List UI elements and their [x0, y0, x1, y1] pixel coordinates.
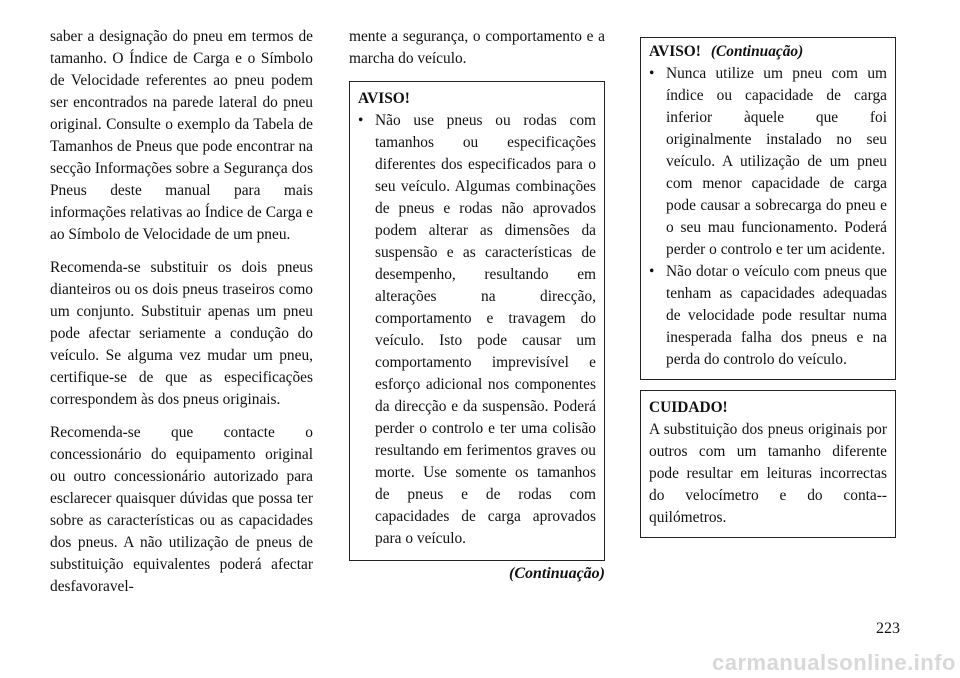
warning-box — [349, 81, 605, 561]
warning-item — [649, 261, 887, 371]
warning-header — [649, 41, 887, 63]
bullet-icon: • — [649, 65, 655, 82]
warning-list — [649, 63, 887, 371]
body-paragraph: Recomenda-se substituir os dois pneus dianteiros ou os dois pneus traseiros como um conjunto. Substituir apenas um pneu pode afectar seriamente a condução do veículo. Se alguma vez mudar um pneu, certifique-se de que as especificações correspondem às dos pneus originais. — [50, 259, 313, 408]
bullet-icon: • — [649, 263, 655, 280]
continued-label: (Continuação) — [508, 565, 605, 582]
caution-box — [640, 390, 896, 538]
body-paragraph: mente a segurança, o comportamento e a marcha do veículo. — [349, 28, 605, 67]
warning-item-text: Não use pneus ou rodas com tamanhos ou especificações diferentes dos especificados para o seu veículo. Algumas combinações de pneus e rodas não aprovados podem alterar as dimensões da suspensão e as características de desempenho, resultando em alterações na direcção, comportamento e travagem do veículo. Isto pode causar um comportamento imprevisível e esforço adicional nos componentes da direcção e da suspensão. Poderá perder o controlo e ter uma colisão resultando em ferimentos graves ou morte. Use somente os tamanhos de pneus e de rodas com capacidades de carga aprovados para o veículo. — [375, 112, 596, 547]
caution-text: A substituição dos pneus originais por outros com um tamanho diferente pode resultar em leituras incorrectas do velocímetro e do conta--quilómetros. — [649, 421, 887, 526]
continued-label: (Continuação) — [710, 43, 804, 60]
caution-title: CUIDADO! — [649, 399, 728, 416]
body-paragraph: Recomenda-se que contacte o concessionário do equipamento original ou outro concessionário autorizado para esclarecer quaisquer dúvidas que possa ter sobre as características ou as capacidades dos pneus. A não utilização de pneus de substituição equivalentes poderá afectar desfavoravel- — [50, 424, 313, 595]
warning-item-text: Nunca utilize um pneu com um índice ou capacidade de carga inferior àquele que foi originalmente instalado no seu veículo. A utilização de um pneu com menor capacidade de carga pode causar a sobrecarga do pneu e o seu mau funcionamento. Poderá perder o controlo e ter um acidente. — [666, 65, 887, 258]
page-number: 223 — [876, 620, 900, 637]
warning-item — [649, 63, 887, 261]
warning-item — [358, 110, 596, 550]
warning-box-continued — [640, 37, 896, 380]
warning-title: AVISO! — [358, 90, 410, 107]
warning-item-text: Não dotar o veículo com pneus que tenham as capacidades adequadas de velocidade pode resultar numa inesperada falha dos pneus e na perda do controlo do veículo. — [666, 263, 887, 368]
body-paragraph: saber a designação do pneu em termos de tamanho. O Índice de Carga e o Símbolo de Velocidade referentes ao pneu podem ser encontrados na parede lateral do pneu original. Consulte o exemplo da Tabela de Tamanhos de Pneus que pode encontrar na secção Informações sobre a Segurança dos Pneus deste manual para mais informações relativas ao Índice de Carga e ao Símbolo de Velocidade de um pneu. — [50, 28, 313, 243]
warning-list — [358, 110, 596, 550]
warning-title: AVISO! — [649, 43, 701, 60]
bullet-icon: • — [358, 112, 364, 129]
middle-column — [349, 26, 605, 585]
watermark: carmanualsonline.info — [712, 650, 956, 675]
right-column — [640, 26, 896, 538]
left-column — [50, 26, 313, 609]
